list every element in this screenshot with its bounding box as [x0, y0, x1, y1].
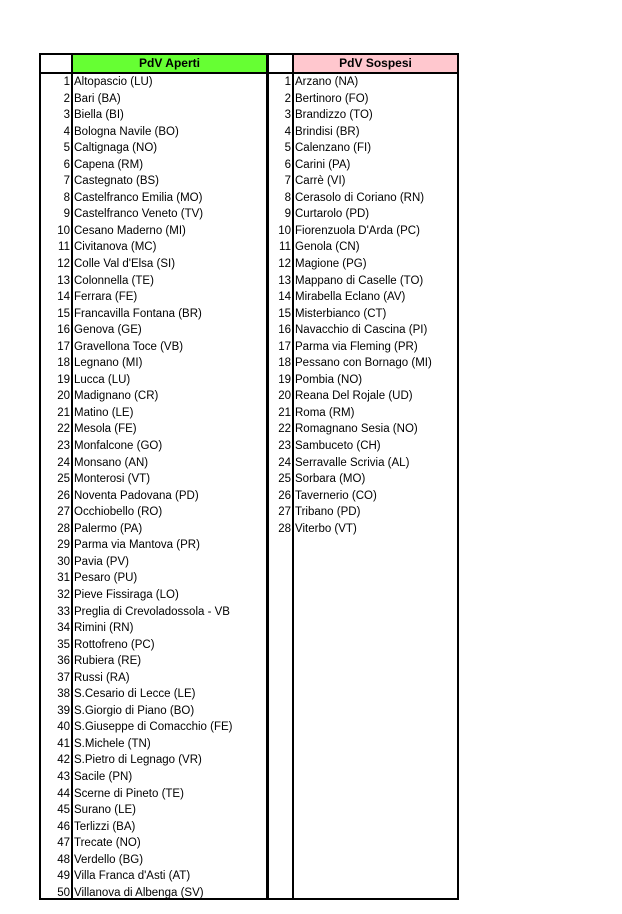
store-name: Noventa Padovana (PD) — [74, 489, 199, 502]
store-name: Fiorenzuola D'Arda (PC) — [295, 224, 420, 237]
store-name: Preglia di Crevoladossola - VB — [74, 605, 230, 618]
table-row — [269, 488, 457, 505]
store-name: Capena (RM) — [74, 158, 144, 171]
table-row — [41, 157, 266, 174]
store-name: Castelfranco Emilia (MO) — [74, 191, 203, 204]
store-name: Matino (LE) — [74, 406, 134, 419]
row-number: 11 — [58, 241, 70, 254]
table-row — [41, 355, 266, 372]
store-name: Lucca (LU) — [74, 373, 131, 386]
row-number: 5 — [284, 142, 291, 155]
table-row — [269, 91, 457, 108]
row-number: 24 — [278, 456, 291, 469]
store-name: Sorbara (MO) — [295, 473, 366, 486]
table-row — [41, 637, 266, 654]
row-number: 35 — [57, 638, 70, 651]
table-row — [41, 306, 266, 323]
row-number: 27 — [278, 506, 291, 519]
store-name: Monterosi (VT) — [74, 473, 151, 486]
row-number: 39 — [57, 704, 70, 717]
row-number: 30 — [57, 555, 70, 568]
table-row — [41, 670, 266, 687]
store-name: Pesaro (PU) — [74, 572, 138, 585]
table-row — [41, 752, 266, 769]
row-number: 17 — [57, 340, 70, 353]
row-number: 19 — [57, 373, 70, 386]
table-row — [269, 355, 457, 372]
pdv-aperti-header — [41, 55, 266, 74]
table-row — [269, 223, 457, 240]
table-row — [41, 339, 266, 356]
store-name: S.Cesario di Lecce (LE) — [74, 688, 196, 701]
row-number: 42 — [57, 754, 70, 767]
store-name: Civitanova (MC) — [74, 241, 157, 254]
store-name: Serravalle Scrivia (AL) — [295, 456, 410, 469]
store-name: Genova (GE) — [74, 324, 142, 337]
row-number: 48 — [57, 853, 70, 866]
table-row — [41, 405, 266, 422]
row-number: 14 — [278, 291, 291, 304]
row-number: 7 — [284, 175, 291, 188]
row-number: 20 — [278, 390, 291, 403]
store-name: Monfalcone (GO) — [74, 440, 163, 453]
table-row — [269, 140, 457, 157]
table-row — [41, 819, 266, 836]
store-name: Genola (CN) — [295, 241, 360, 254]
row-number: 16 — [57, 324, 70, 337]
store-name: Rubiera (RE) — [74, 655, 142, 668]
store-name: Mirabella Eclano (AV) — [295, 291, 406, 304]
row-number: 10 — [57, 224, 70, 237]
row-number: 21 — [278, 406, 291, 419]
pdv-aperti-title: PdV Aperti — [73, 55, 266, 72]
row-number: 2 — [63, 92, 70, 105]
store-name: Parma via Fleming (PR) — [295, 340, 418, 353]
store-name: S.Giorgio di Piano (BO) — [74, 704, 195, 717]
store-name: Occhiobello (RO) — [74, 506, 163, 519]
row-number: 13 — [278, 274, 291, 287]
store-name: Pieve Fissiraga (LO) — [74, 588, 179, 601]
store-name: Caltignaga (NO) — [74, 142, 158, 155]
table-row — [41, 537, 266, 554]
store-name: Villa Franca d'Asti (AT) — [74, 870, 191, 883]
table-row — [41, 521, 266, 538]
row-number: 50 — [57, 886, 70, 899]
row-number: 5 — [63, 142, 70, 155]
store-name: Bertinoro (FO) — [295, 92, 369, 105]
row-number: 23 — [278, 440, 291, 453]
store-name: Russi (RA) — [74, 671, 130, 684]
row-number: 9 — [284, 208, 291, 221]
row-number: 22 — [278, 423, 291, 436]
store-name: Colonnella (TE) — [74, 274, 154, 287]
row-number: 29 — [57, 539, 70, 552]
store-name: Gravellona Toce (VB) — [74, 340, 184, 353]
table-row — [269, 339, 457, 356]
table-row — [41, 653, 266, 670]
row-number: 21 — [57, 406, 70, 419]
table-row — [41, 421, 266, 438]
row-number: 41 — [57, 737, 70, 750]
row-number: 4 — [284, 125, 291, 138]
row-number: 4 — [63, 125, 70, 138]
store-name: Monsano (AN) — [74, 456, 149, 469]
row-number: 25 — [57, 473, 70, 486]
table-row — [41, 388, 266, 405]
store-name: Cesano Maderno (MI) — [74, 224, 186, 237]
store-name: Tribano (PD) — [295, 506, 361, 519]
store-name: Navacchio di Cascina (PI) — [295, 324, 428, 337]
row-number: 28 — [278, 522, 291, 535]
row-number: 11 — [279, 241, 291, 254]
store-name: Carini (PA) — [295, 158, 351, 171]
table-row — [269, 239, 457, 256]
table-row — [41, 455, 266, 472]
row-number: 40 — [57, 721, 70, 734]
table-row — [41, 604, 266, 621]
row-number: 38 — [57, 688, 70, 701]
table-row — [41, 620, 266, 637]
store-name: Altopascio (LU) — [74, 76, 153, 88]
table-row — [41, 91, 266, 108]
store-name: Brindisi (BR) — [295, 125, 360, 138]
table-row — [269, 124, 457, 141]
store-name: Palermo (PA) — [74, 522, 143, 535]
table-row — [41, 223, 266, 240]
row-number: 47 — [57, 837, 70, 850]
table-row — [41, 736, 266, 753]
table-row — [269, 273, 457, 290]
store-name: Ferrara (FE) — [74, 291, 138, 304]
header-number-cell — [41, 55, 71, 72]
row-number: 8 — [284, 191, 291, 204]
row-number: 3 — [284, 109, 291, 122]
table-row — [41, 74, 266, 91]
pdv-aperti-rows — [41, 74, 266, 901]
store-name: Misterbianco (CT) — [295, 307, 387, 320]
store-name: Madignano (CR) — [74, 390, 159, 403]
row-number: 34 — [57, 622, 70, 635]
table-row — [269, 405, 457, 422]
store-name: Trecate (NO) — [74, 837, 141, 850]
pdv-sospesi-table — [267, 53, 459, 900]
store-name: Biella (BI) — [74, 109, 124, 122]
row-number: 18 — [57, 357, 70, 370]
table-row — [41, 488, 266, 505]
table-row — [41, 289, 266, 306]
table-row — [41, 852, 266, 869]
table-row — [41, 504, 266, 521]
row-number: 6 — [284, 158, 291, 171]
row-number: 2 — [284, 92, 291, 105]
row-number: 17 — [278, 340, 291, 353]
table-row — [41, 570, 266, 587]
row-number: 12 — [278, 258, 291, 271]
table-row — [269, 521, 457, 538]
row-number: 1 — [284, 76, 291, 88]
table-row — [41, 140, 266, 157]
table-row — [41, 769, 266, 786]
table-row — [41, 802, 266, 819]
store-name: S.Giuseppe di Comacchio (FE) — [74, 721, 233, 734]
store-name: Surano (LE) — [74, 804, 137, 817]
table-row — [41, 173, 266, 190]
table-row — [41, 273, 266, 290]
store-name: Cerasolo di Coriano (RN) — [295, 191, 425, 204]
table-row — [41, 719, 266, 736]
pdv-sospesi-rows — [269, 74, 457, 537]
row-number: 22 — [57, 423, 70, 436]
row-number: 26 — [278, 489, 291, 502]
table-row — [41, 587, 266, 604]
row-number: 23 — [57, 440, 70, 453]
row-number: 25 — [278, 473, 291, 486]
pdv-sospesi-title: PdV Sospesi — [294, 55, 457, 72]
store-name: Viterbo (VT) — [295, 522, 357, 535]
store-name: Bari (BA) — [74, 92, 121, 105]
store-name: S.Pietro di Legnago (VR) — [74, 754, 202, 767]
table-row — [41, 786, 266, 803]
store-name: Terlizzi (BA) — [74, 820, 136, 833]
row-number: 1 — [63, 76, 70, 88]
table-row — [269, 190, 457, 207]
table-row — [269, 107, 457, 124]
row-number: 20 — [57, 390, 70, 403]
row-number: 32 — [57, 588, 70, 601]
store-name: Sacile (PN) — [74, 770, 133, 783]
table-row — [269, 256, 457, 273]
header-number-cell — [269, 55, 292, 72]
row-number: 10 — [278, 224, 291, 237]
table-row — [41, 124, 266, 141]
row-number: 36 — [57, 655, 70, 668]
table-row — [41, 885, 266, 902]
table-row — [269, 438, 457, 455]
table-row — [41, 554, 266, 571]
store-name: Pombia (NO) — [295, 373, 363, 386]
table-row — [269, 455, 457, 472]
store-name: Brandizzo (TO) — [295, 109, 373, 122]
store-name: S.Michele (TN) — [74, 737, 151, 750]
row-number: 16 — [278, 324, 291, 337]
table-row — [269, 173, 457, 190]
store-name: Rimini (RN) — [74, 622, 134, 635]
row-number: 45 — [57, 804, 70, 817]
table-row — [41, 835, 266, 852]
row-number: 44 — [57, 787, 70, 800]
store-name: Pavia (PV) — [74, 555, 129, 568]
store-name: Tavernerio (CO) — [295, 489, 377, 502]
table-row — [41, 107, 266, 124]
table-row — [41, 239, 266, 256]
store-name: Sambuceto (CH) — [295, 440, 381, 453]
table-row — [41, 703, 266, 720]
table-row — [269, 504, 457, 521]
store-name: Castegnato (BS) — [74, 175, 160, 188]
table-row — [269, 74, 457, 91]
row-number: 18 — [278, 357, 291, 370]
pdv-aperti-table — [39, 53, 268, 900]
row-number: 3 — [63, 109, 70, 122]
store-name: Mesola (FE) — [74, 423, 137, 436]
table-row — [269, 471, 457, 488]
row-number: 28 — [57, 522, 70, 535]
table-row — [41, 438, 266, 455]
store-name: Legnano (MI) — [74, 357, 143, 370]
store-name: Magione (PG) — [295, 258, 367, 271]
table-row — [269, 388, 457, 405]
table-row — [41, 206, 266, 223]
store-name: Roma (RM) — [295, 406, 355, 419]
table-row — [269, 322, 457, 339]
table-row — [269, 372, 457, 389]
row-number: 15 — [278, 307, 291, 320]
store-name: Villanova di Albenga (SV) — [74, 886, 204, 899]
store-name: Castelfranco Veneto (TV) — [74, 208, 204, 221]
store-name: Calenzano (FI) — [295, 142, 372, 155]
row-number: 6 — [63, 158, 70, 171]
table-row — [41, 256, 266, 273]
store-name: Reana Del Rojale (UD) — [295, 390, 413, 403]
row-number: 15 — [57, 307, 70, 320]
table-row — [269, 421, 457, 438]
store-name: Curtarolo (PD) — [295, 208, 370, 221]
row-number: 27 — [57, 506, 70, 519]
table-row — [41, 686, 266, 703]
pdv-sospesi-header — [269, 55, 457, 74]
row-number: 19 — [278, 373, 291, 386]
table-row — [269, 206, 457, 223]
table-row — [41, 372, 266, 389]
row-number: 14 — [57, 291, 70, 304]
row-number: 33 — [57, 605, 70, 618]
table-row — [269, 157, 457, 174]
store-name: Pessano con Bornago (MI) — [295, 357, 432, 370]
row-number: 9 — [63, 208, 70, 221]
store-name: Romagnano Sesia (NO) — [295, 423, 418, 436]
row-number: 46 — [57, 820, 70, 833]
store-name: Bologna Navile (BO) — [74, 125, 179, 138]
row-number: 37 — [57, 671, 70, 684]
store-name: Rottofreno (PC) — [74, 638, 155, 651]
row-number: 7 — [63, 175, 70, 188]
row-number: 43 — [57, 770, 70, 783]
table-row — [41, 868, 266, 885]
row-number: 31 — [57, 572, 70, 585]
store-name: Scerne di Pineto (TE) — [74, 787, 184, 800]
store-name: Arzano (NA) — [295, 76, 359, 88]
row-number: 13 — [57, 274, 70, 287]
store-name: Francavilla Fontana (BR) — [74, 307, 202, 320]
table-row — [41, 190, 266, 207]
store-name: Carrè (VI) — [295, 175, 346, 188]
table-row — [269, 306, 457, 323]
store-name: Parma via Mantova (PR) — [74, 539, 200, 552]
row-number: 49 — [57, 870, 70, 883]
table-row — [41, 471, 266, 488]
table-row — [269, 289, 457, 306]
store-name: Colle Val d'Elsa (SI) — [74, 258, 176, 271]
store-name: Verdello (BG) — [74, 853, 144, 866]
row-number: 8 — [63, 191, 70, 204]
store-name: Mappano di Caselle (TO) — [295, 274, 424, 287]
row-number: 12 — [57, 258, 70, 271]
row-number: 26 — [57, 489, 70, 502]
row-number: 24 — [57, 456, 70, 469]
table-row — [41, 322, 266, 339]
